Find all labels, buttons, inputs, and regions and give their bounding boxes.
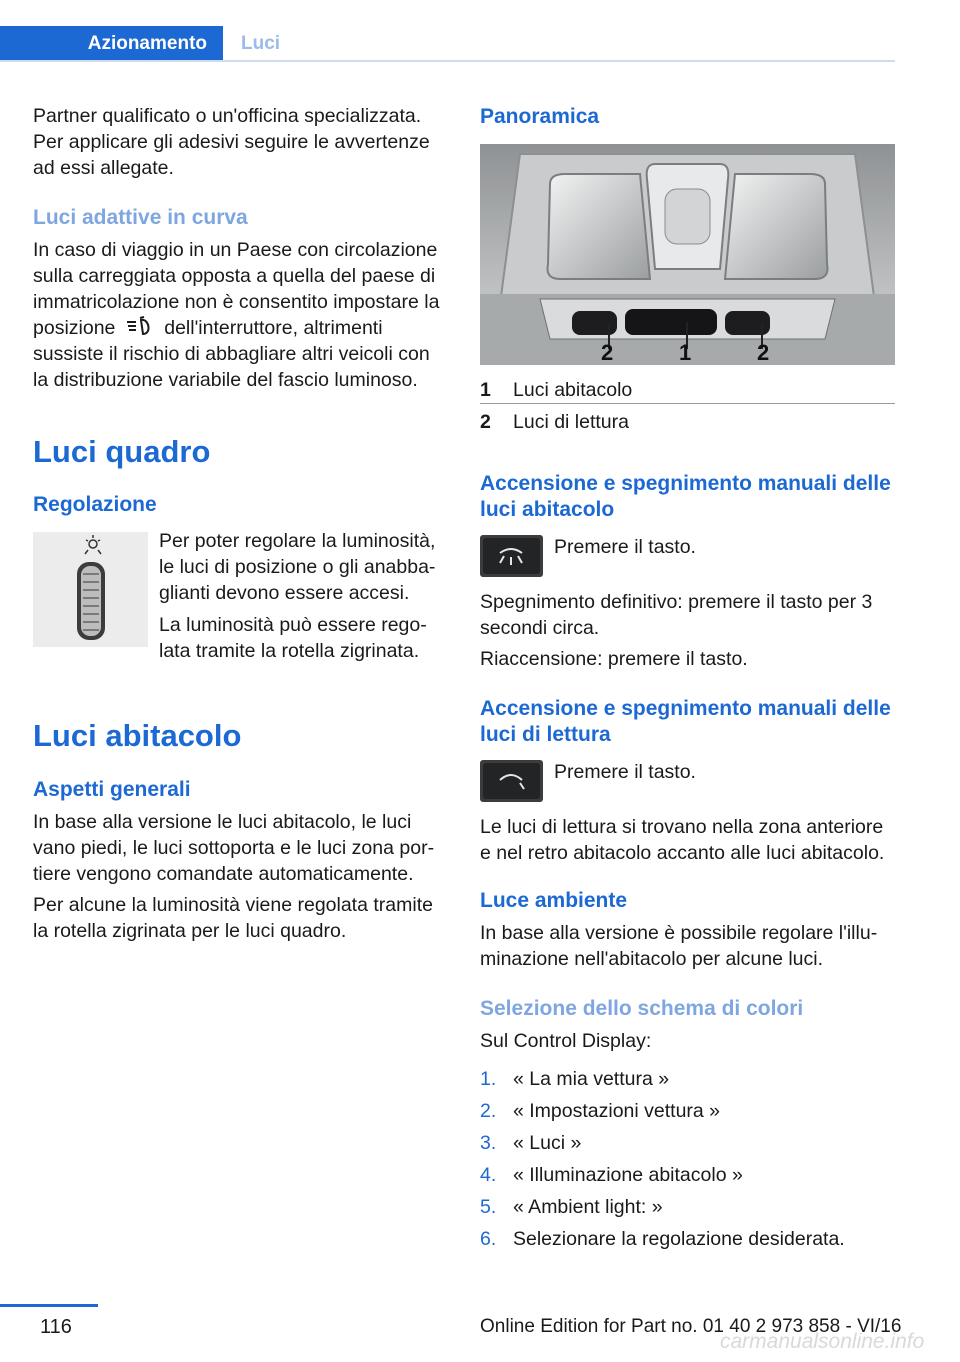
header-rule (0, 60, 895, 62)
legend-divider (480, 403, 895, 404)
adaptive-text: In caso di viaggio in un Paese con circolazione sulla carreggiata opposta a quella del paese di immatricolazione non è consentito impostare la posizione dell'interruttore, altrimenti sussiste il rischio di abbagliare altri veicoli con la distribuzione variabile del fascio luminoso. (33, 239, 440, 391)
adaptive-heading: Luci adattive in curva (33, 206, 248, 229)
reading-text: Le luci di lettura si trovano nella zona anteriore e nel retro abitacolo accanto alle luci abitacolo. (480, 816, 885, 864)
regolazione-text-1: Per poter regolare la luminosità, le luci di posizione o gli anabba-glianti devono essere accesi. (159, 530, 436, 604)
reading-press-text: Premere il tasto. (554, 761, 696, 783)
list-item: 1. « La mia vettura » (480, 1068, 670, 1090)
headlight-switch-icon (125, 316, 155, 338)
section-tab: Azionamento (0, 26, 223, 62)
dashboard-light-icon (85, 535, 101, 554)
abitacolo-heading: Luci abitacolo (33, 718, 242, 753)
ambient-heading: Luce ambiente (480, 889, 628, 912)
aspetti-text-1: In base alla versione le luci abitacolo, le luci vano piedi, le luci sottoporta e le luci zona por-tiere vengono comandate automaticamente. (33, 811, 435, 885)
interior-light-button-image (480, 535, 543, 577)
edition-text: Online Edition for Part no. 01 40 2 973 858 - VI/16 (480, 1316, 902, 1337)
aspetti-text-2: Per alcune la luminosità viene regolata tramite la rotella zigrinata per le luci quadro. (33, 894, 433, 942)
schema-heading: Selezione dello schema di colori (480, 997, 804, 1020)
manual-on-text: Riaccensione: premere il tasto. (480, 648, 748, 670)
steps-list (480, 1066, 895, 1258)
overhead-console-photo (480, 144, 895, 365)
legend-item: 1 Luci abitacolo (480, 379, 633, 401)
page-number: 116 (40, 1316, 72, 1338)
list-item: 4. « Illuminazione abitacolo » (480, 1164, 743, 1186)
footer-rule (0, 1304, 98, 1307)
reading-heading: Accensione e spegnimento manuali delle luci di lettura (480, 697, 891, 746)
legend-item: 2 Luci di lettura (480, 411, 629, 433)
quadro-heading: Luci quadro (33, 434, 211, 469)
reading-light-button-image (480, 760, 543, 802)
subsection-tab: Luci (241, 33, 281, 54)
photo-label-center: 1 (679, 340, 692, 365)
panoramica-heading: Panoramica (480, 105, 600, 128)
list-item: 2. « Impostazioni vettura » (480, 1100, 721, 1122)
schema-intro: Sul Control Display: (480, 1030, 652, 1052)
manual-heading: Accensione e spegnimento manuali delle luci abitacolo (480, 472, 891, 521)
photo-label-right: 2 (757, 340, 770, 365)
list-item: 3. « Luci » (480, 1132, 582, 1154)
watermark: carmanualsonline.info (720, 1330, 925, 1353)
aspetti-heading: Aspetti generali (33, 778, 191, 801)
list-item: 5. « Ambient light: » (480, 1196, 663, 1218)
regolazione-heading: Regolazione (33, 493, 157, 516)
regolazione-text-2: La luminosità può essere rego-lata tramite la rotella zigrinata. (159, 614, 427, 662)
intro-text: Partner qualificato o un'officina specializzata. Per applicare gli adesivi seguire le avvertenze ad essi allegate. (33, 105, 430, 179)
dimmer-wheel-image (33, 532, 148, 647)
ambient-text: In base alla versione è possibile regolare l'illu-minazione nell'abitacolo per alcune luci. (480, 922, 878, 970)
manual-press-text: Premere il tasto. (554, 536, 696, 558)
list-item: 6. Selezionare la regolazione desiderata. (480, 1228, 845, 1250)
manual-off-text: Spegnimento definitivo: premere il tasto per 3 secondi circa. (480, 591, 873, 639)
photo-label-left: 2 (601, 340, 614, 365)
